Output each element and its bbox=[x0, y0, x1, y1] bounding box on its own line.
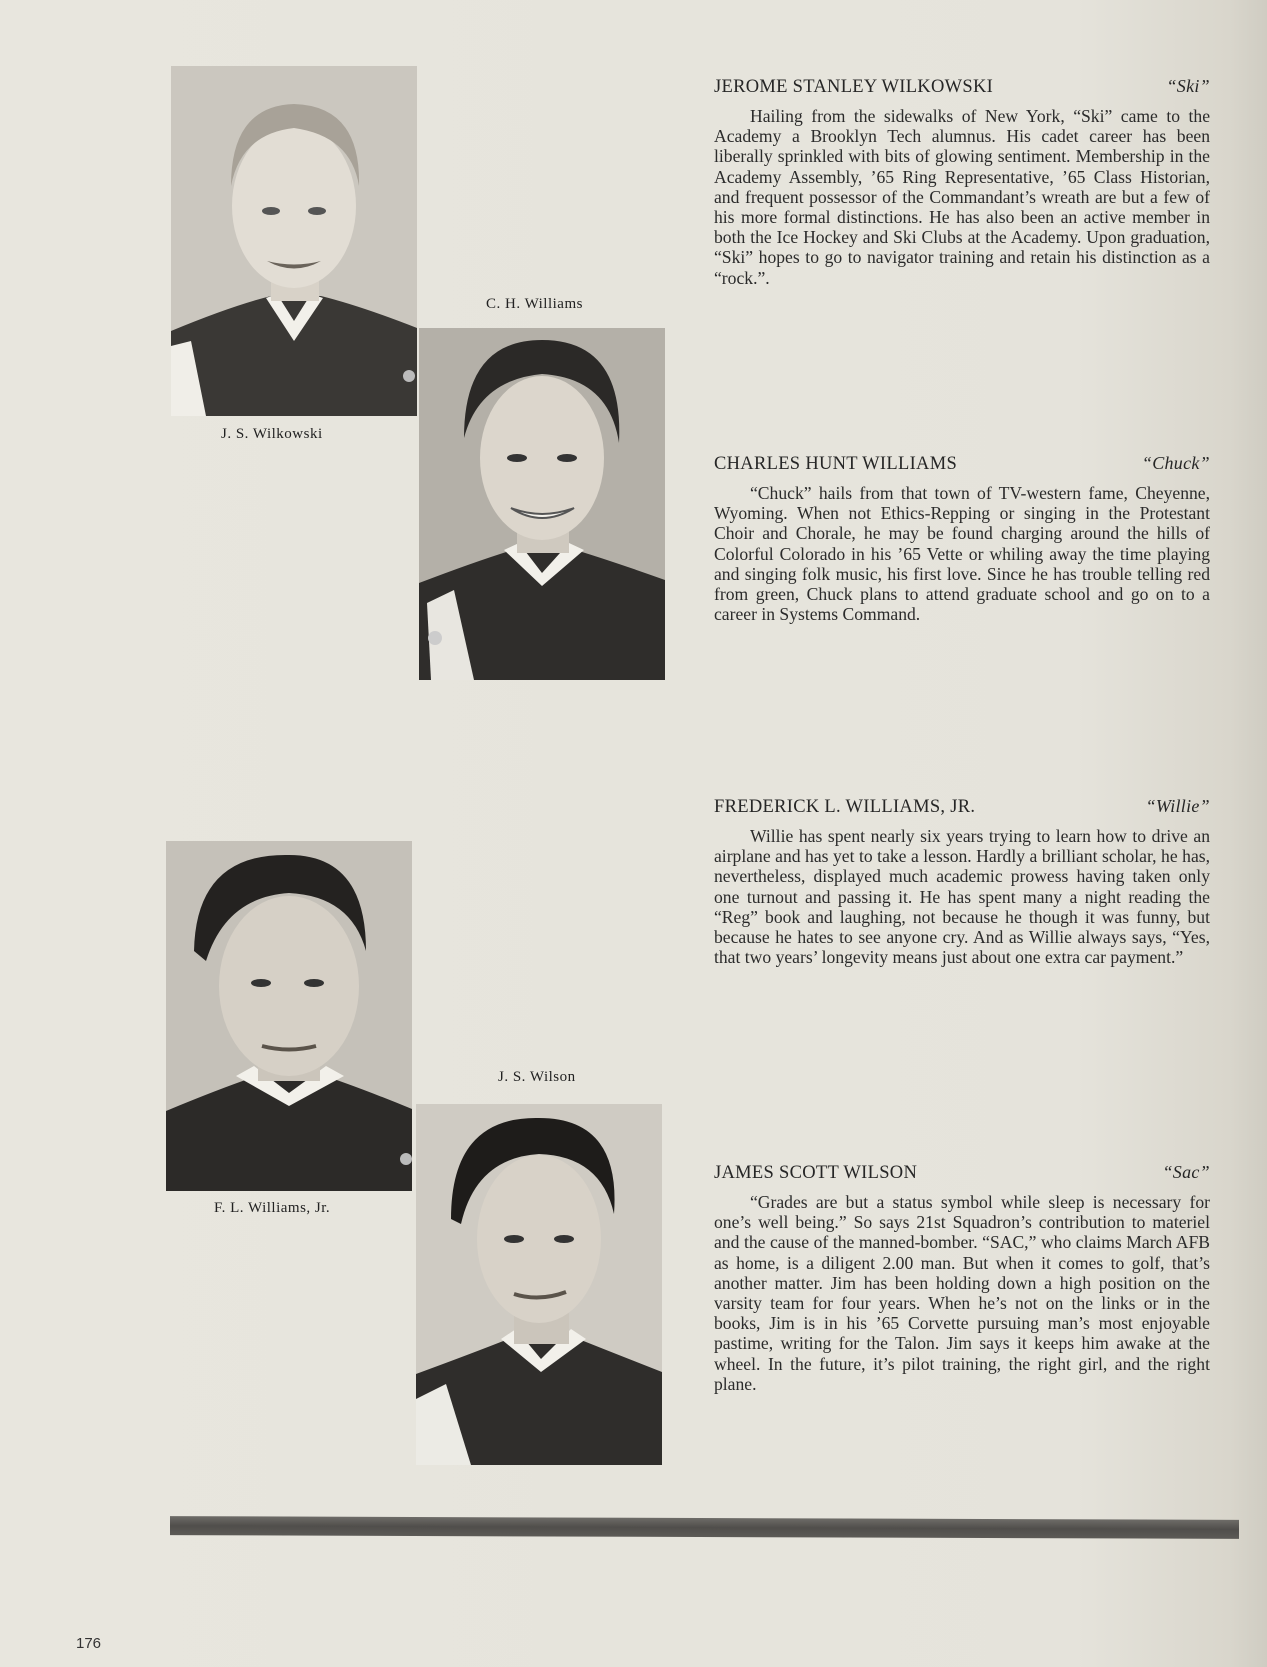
biography-text: Hailing from the sidewalks of New York, “Ski” came to the Academy a Brooklyn Tech alumnus. His cadet career has been liberally sprinkled with bits of glowing sentiment. Membership in the Academy Assembly, ’65 Ring Representative, ’65 Class Historian, and frequent possessor of the Commandant’s wreath are but a few of his more formal distinctions. He has also been an active member in both the Ice Hockey and Ski Clubs at the Academy. Upon graduation, “Ski” hopes to go to navigator training and retain his distinction as a “rock.”. bbox=[714, 106, 1210, 288]
entry-header bbox=[714, 76, 1210, 98]
portrait-photo-f-l-williams bbox=[166, 841, 412, 1191]
portrait-photo-wilkowski bbox=[171, 66, 417, 416]
cadet-nickname: “Sac” bbox=[1162, 1162, 1210, 1182]
entry-header bbox=[714, 796, 1210, 818]
biography-text: “Grades are but a status symbol while sleep is necessary for one’s well being.” So says 21st Squadron’s contribution to materiel and the cause of the manned-bomber. “SAC,” who claims March AFB as home, is a diligent 2.00 man. But when it comes to golf, that’s another matter. Jim has been holding down a high position on the varsity team for four years. When he’s not on the links or in the books, Jim is in his ’65 Corvette pursuing man’s most enjoyable pastime, writing for the Talon. Jim says it keeps him awake at the wheel. In the future, it’s pilot training, the right girl, and the right plane. bbox=[714, 1192, 1210, 1394]
biography-entry bbox=[714, 76, 1210, 288]
cadet-name: FREDERICK L. WILLIAMS, JR. bbox=[714, 797, 976, 817]
entry-header bbox=[714, 453, 1210, 475]
photo-caption: F. L. Williams, Jr. bbox=[214, 1200, 331, 1216]
cadet-nickname: “Ski” bbox=[1166, 76, 1210, 96]
cadet-nickname: “Chuck” bbox=[1141, 453, 1210, 473]
biography-entry bbox=[714, 453, 1210, 624]
cadet-name: CHARLES HUNT WILLIAMS bbox=[714, 454, 958, 474]
photo-caption: J. S. Wilson bbox=[498, 1069, 576, 1085]
decorative-rule bbox=[170, 1516, 1239, 1539]
cadet-name: JEROME STANLEY WILKOWSKI bbox=[714, 77, 994, 97]
cadet-name: JAMES SCOTT WILSON bbox=[714, 1163, 918, 1183]
entry-header bbox=[714, 1162, 1210, 1184]
page-number: 176 bbox=[76, 1635, 102, 1652]
biography-text: Willie has spent nearly six years trying to learn how to drive an airplane and has yet to take a lesson. Hardly a brilliant scholar, he has, nevertheless, displayed much academic prowess having taken only one turnout and passing it. He has spent many a night reading the “Reg” book and laughing, not because he though it was funny, but because he hates to see anyone cry. And as Willie always says, “Yes, that two years’ longevity means just about one extra car payment.” bbox=[714, 826, 1210, 968]
portrait-photo-c-h-williams bbox=[419, 328, 665, 680]
biography-entry bbox=[714, 1162, 1210, 1394]
biography-text: “Chuck” hails from that town of TV-western fame, Cheyenne, Wyoming. When not Ethics-Repping or singing in the Protestant Choir and Chorale, he may be found charging around the hills of Colorful Colorado in his ’65 Vette or whiling away the time playing and singing folk music, his first love. Since he has trouble telling red from green, Chuck plans to attend graduate school and go on to a career in Systems Command. bbox=[714, 483, 1210, 625]
photo-caption: C. H. Williams bbox=[486, 296, 583, 312]
photo-caption: J. S. Wilkowski bbox=[221, 426, 323, 442]
cadet-nickname: “Willie” bbox=[1145, 796, 1210, 816]
biography-entry bbox=[714, 796, 1210, 967]
portrait-photo-j-s-wilson bbox=[416, 1104, 662, 1465]
